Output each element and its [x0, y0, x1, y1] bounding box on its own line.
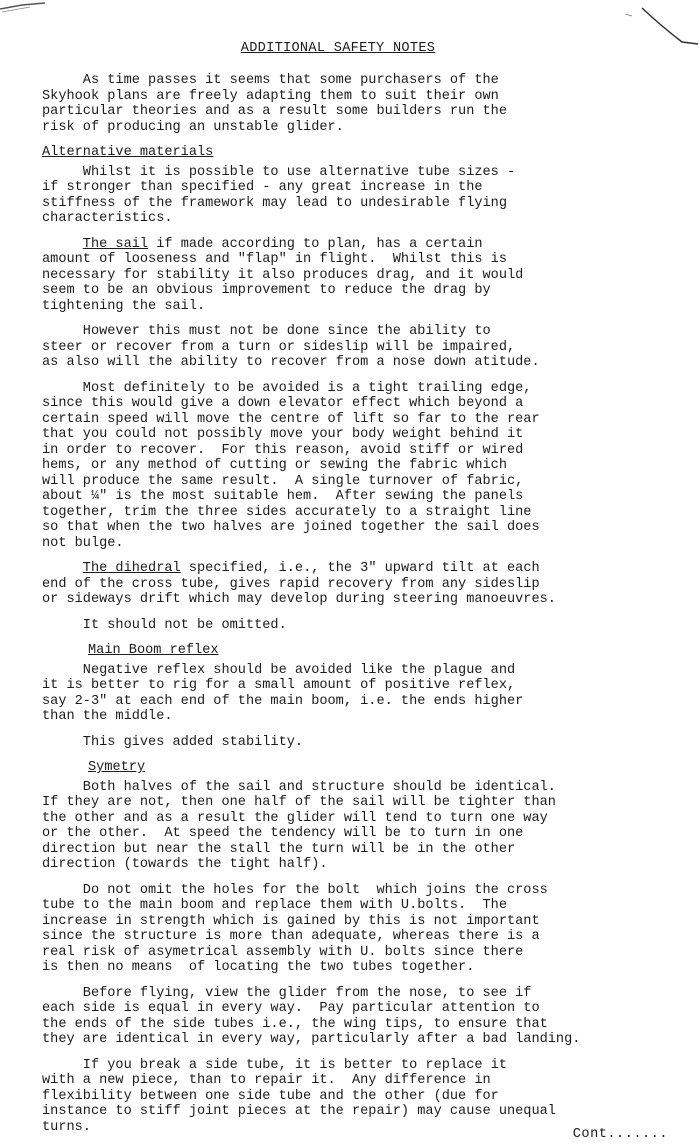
text-line: This gives added stability. [42, 734, 304, 750]
text-line: stiffness of the framework may lead to undesirable flying [42, 195, 507, 211]
text-line: with a new piece, than to repair it. Any difference in [42, 1073, 491, 1088]
paragraph [42, 883, 662, 976]
text-line: the ends of the side tubes i.e., the wing tips, to ensure that [42, 1016, 548, 1032]
text-line: as also will the ability to recover from a nose down atitude. [42, 355, 540, 370]
text-line: turns. [42, 1119, 91, 1135]
document-body [42, 73, 662, 1145]
text-line: Negative reflex should be avoided like the plague and [42, 662, 516, 678]
text-line: necessary for stability it also produces drag, and it would [42, 267, 524, 283]
text-line: tightening the sail. [42, 298, 206, 314]
text-line: Do not omit the holes for the bolt which joins the cross [42, 882, 548, 898]
text-line: say 2-3" at each end of the main boom, i.e. the ends higher [42, 693, 524, 709]
page-title: ADDITIONAL SAFETY NOTES [240, 41, 436, 56]
text-line: Whilst it is possible to use alternative tube sizes - [42, 164, 516, 180]
inline-heading: The dihedral [82, 561, 181, 576]
text-line: real risk of asymetrical assembly with U. bolts since there [42, 944, 524, 960]
text-line-rest: if made according to plan, has a certain [148, 236, 483, 252]
text-line: instance to stiff joint pieces at the repair) may cause unequal [42, 1104, 556, 1119]
text-line: If they are not, then one half of the sail will be tighter than [42, 795, 556, 810]
text-line [42, 237, 662, 253]
text-line: direction but near the stall the turn will be in the other [42, 841, 516, 857]
paragraph [42, 780, 662, 873]
text-line: It should not be omitted. [42, 617, 287, 633]
continued-marker: Cont....... [572, 1127, 668, 1142]
text-line: tube to the main boom and replace them with U.bolts. The [42, 898, 507, 913]
text-line: Most definitely to be avoided is a tight trailing edge, [42, 380, 532, 396]
text-line: the other and as a result the glider will tend to turn one way [42, 810, 548, 826]
text-line: characteristics. [42, 211, 173, 226]
text-line: seem to be an obvious improvement to reduce the drag by [42, 283, 491, 298]
text-line: it is better to rig for a small amount of positive reflex, [42, 678, 516, 693]
paragraph [42, 735, 662, 751]
text-line: will produce the same result. A single turnover of fabric, [42, 473, 524, 489]
text-line: hems, or any method of cutting or sewing the fabric which [42, 458, 507, 473]
text-line: Both halves of the sail and structure should be identical. [42, 779, 556, 795]
text-line: if stronger than specified - any great increase in the [42, 180, 483, 195]
text-line: steer or recover from a turn or sideslip will be impaired, [42, 339, 516, 355]
text-line: flexibility between one side tube and the other (due for [42, 1088, 499, 1104]
paragraph [42, 73, 662, 135]
paragraph [42, 561, 662, 608]
text-line: together, trim the three sides accurately to a straight line [42, 504, 532, 520]
paragraph [42, 986, 662, 1048]
text-line: not bulge. [42, 535, 124, 551]
text-line: certain speed will move the centre of lift so far to the rear [42, 411, 540, 427]
section-heading: Main Boom reflex [88, 643, 219, 658]
paragraph [42, 381, 662, 552]
inline-heading: The sail [82, 236, 149, 252]
text-line: end of the cross tube, gives rapid recovery from any sideslip [42, 576, 540, 592]
paragraph [42, 663, 662, 725]
scan-artifact-top-left [0, 0, 110, 16]
text-line: or the other. At speed the tendency will be to turn in one [42, 826, 524, 841]
text-line: However this must not be done since the ability to [42, 324, 491, 339]
text-line: each side is equal in every way. Pay particular attention to [42, 1001, 540, 1016]
text-line-rest: specified, i.e., the 3" upward tilt at each [180, 561, 540, 576]
text-line: or sideways drift which may develop during steering manoeuvres. [42, 592, 556, 607]
text-line: If you break a side tube, it is better to replace it [42, 1057, 507, 1073]
text-line: in order to recover. For this reason, avoid stiff or wired [42, 442, 524, 458]
paragraph [42, 1058, 662, 1136]
text-line: is then no means of locating the two tubes together. [42, 960, 475, 975]
text-line: they are identical in every way, particularly after a bad landing. [42, 1032, 581, 1047]
section-heading: Alternative materials [42, 145, 214, 160]
text-line: about ¼" is the most suitable hem. After sewing the panels [42, 489, 524, 504]
text-line: since the structure is more than adequate, whereas there is a [42, 929, 540, 944]
text-line: since this would give a down elevator effect which beyond a [42, 396, 524, 411]
text-line: risk of producing an unstable glider. [42, 119, 344, 135]
text-line: that you could not possibly move your body weight behind it [42, 427, 524, 442]
paragraph [42, 237, 662, 315]
text-line: Before flying, view the glider from the nose, to see if [42, 985, 532, 1001]
paragraph [42, 324, 662, 371]
paragraph [42, 618, 662, 634]
text-line: particular theories and as a result some builders run the [42, 104, 507, 119]
text-line: increase in strength which is gained by this is not important [42, 913, 540, 929]
text-line: As time passes it seems that some purchasers of the [42, 73, 499, 88]
text-line [42, 561, 662, 577]
paragraph [42, 165, 662, 227]
text-line: Skyhook plans are freely adapting them to suit their own [42, 88, 499, 104]
text-line: than the middle. [42, 709, 173, 724]
text-line: amount of looseness and "flap" in flight. Whilst this is [42, 252, 507, 267]
text-line: so that when the two halves are joined together the sail does [42, 520, 540, 535]
text-line: direction (towards the tight half). [42, 857, 328, 872]
section-heading: Symetry [88, 760, 146, 775]
